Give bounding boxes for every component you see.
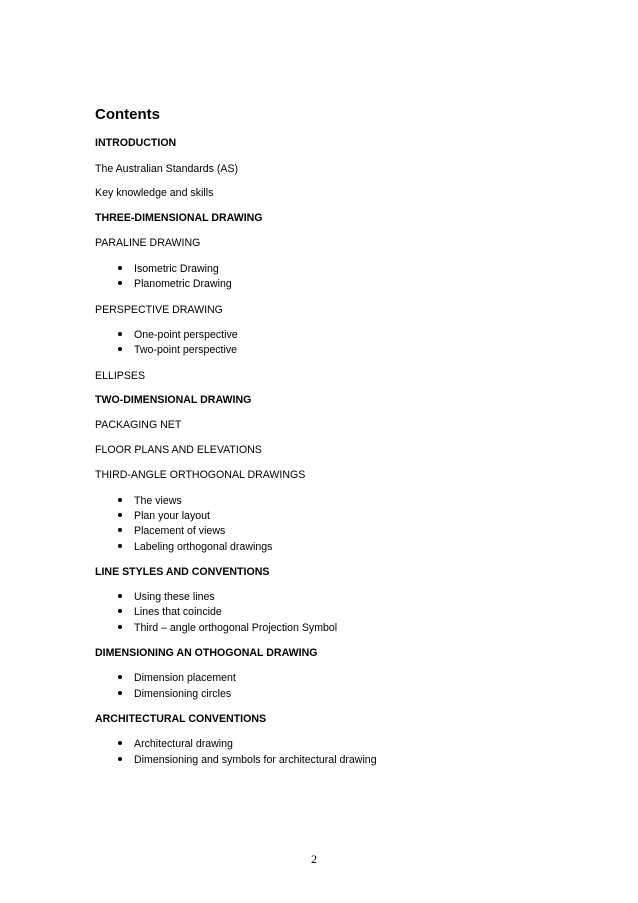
toc-bullet-two-point: Two-point perspective (118, 344, 237, 356)
bullet-icon (118, 691, 122, 695)
bullet-icon (118, 347, 122, 351)
toc-bullet-architectural-drawing: Architectural drawing (118, 738, 233, 750)
toc-bullet-architectural-symbols: Dimensioning and symbols for architectural drawing (118, 754, 377, 766)
bullet-icon (118, 266, 122, 270)
bullet-icon (118, 609, 122, 613)
toc-item-australian-standards: The Australian Standards (AS) (95, 163, 239, 175)
toc-bullet-dimensioning-circles: Dimensioning circles (118, 688, 231, 700)
bullet-icon (118, 594, 122, 598)
toc-bullet-views: The views (118, 495, 182, 507)
bullet-icon (118, 513, 122, 517)
toc-item-ellipses: ELLIPSES (95, 370, 146, 382)
toc-heading-introduction: INTRODUCTION (95, 137, 177, 149)
page-title: Contents (95, 106, 160, 123)
toc-bullet-one-point: One-point perspective (118, 329, 238, 341)
toc-item-third-angle: THIRD-ANGLE ORTHOGONAL DRAWINGS (95, 469, 306, 481)
toc-item-packaging-net: PACKAGING NET (95, 419, 182, 431)
toc-bullet-labeling: Labeling orthogonal drawings (118, 541, 272, 553)
bullet-icon (118, 528, 122, 532)
toc-item-perspective-drawing: PERSPECTIVE DRAWING (95, 304, 223, 316)
toc-bullet-planometric: Planometric Drawing (118, 278, 232, 290)
bullet-icon (118, 741, 122, 745)
toc-bullet-isometric: Isometric Drawing (118, 263, 219, 275)
toc-heading-three-dimensional: THREE-DIMENSIONAL DRAWING (95, 212, 263, 224)
toc-bullet-using-lines: Using these lines (118, 591, 215, 603)
bullet-icon (118, 675, 122, 679)
page-number: 2 (311, 852, 317, 866)
toc-heading-dimensioning: DIMENSIONING AN OTHOGONAL DRAWING (95, 647, 318, 659)
bullet-icon (118, 544, 122, 548)
toc-bullet-projection-symbol: Third – angle orthogonal Projection Symbol (118, 622, 337, 634)
bullet-icon (118, 625, 122, 629)
bullet-icon (118, 332, 122, 336)
toc-bullet-placement-views: Placement of views (118, 525, 225, 537)
toc-bullet-plan-layout: Plan your layout (118, 510, 210, 522)
toc-item-floor-plans: FLOOR PLANS AND ELEVATIONS (95, 444, 262, 456)
bullet-icon (118, 281, 122, 285)
bullet-icon (118, 757, 122, 761)
toc-item-paraline-drawing: PARALINE DRAWING (95, 237, 201, 249)
toc-bullet-dimension-placement: Dimension placement (118, 672, 236, 684)
bullet-icon (118, 498, 122, 502)
toc-item-key-knowledge: Key knowledge and skills (95, 187, 214, 199)
toc-bullet-lines-coincide: Lines that coincide (118, 606, 222, 618)
toc-heading-architectural: ARCHITECTURAL CONVENTIONS (95, 713, 267, 725)
toc-heading-line-styles: LINE STYLES AND CONVENTIONS (95, 566, 270, 578)
toc-heading-two-dimensional: TWO-DIMENSIONAL DRAWING (95, 394, 252, 406)
